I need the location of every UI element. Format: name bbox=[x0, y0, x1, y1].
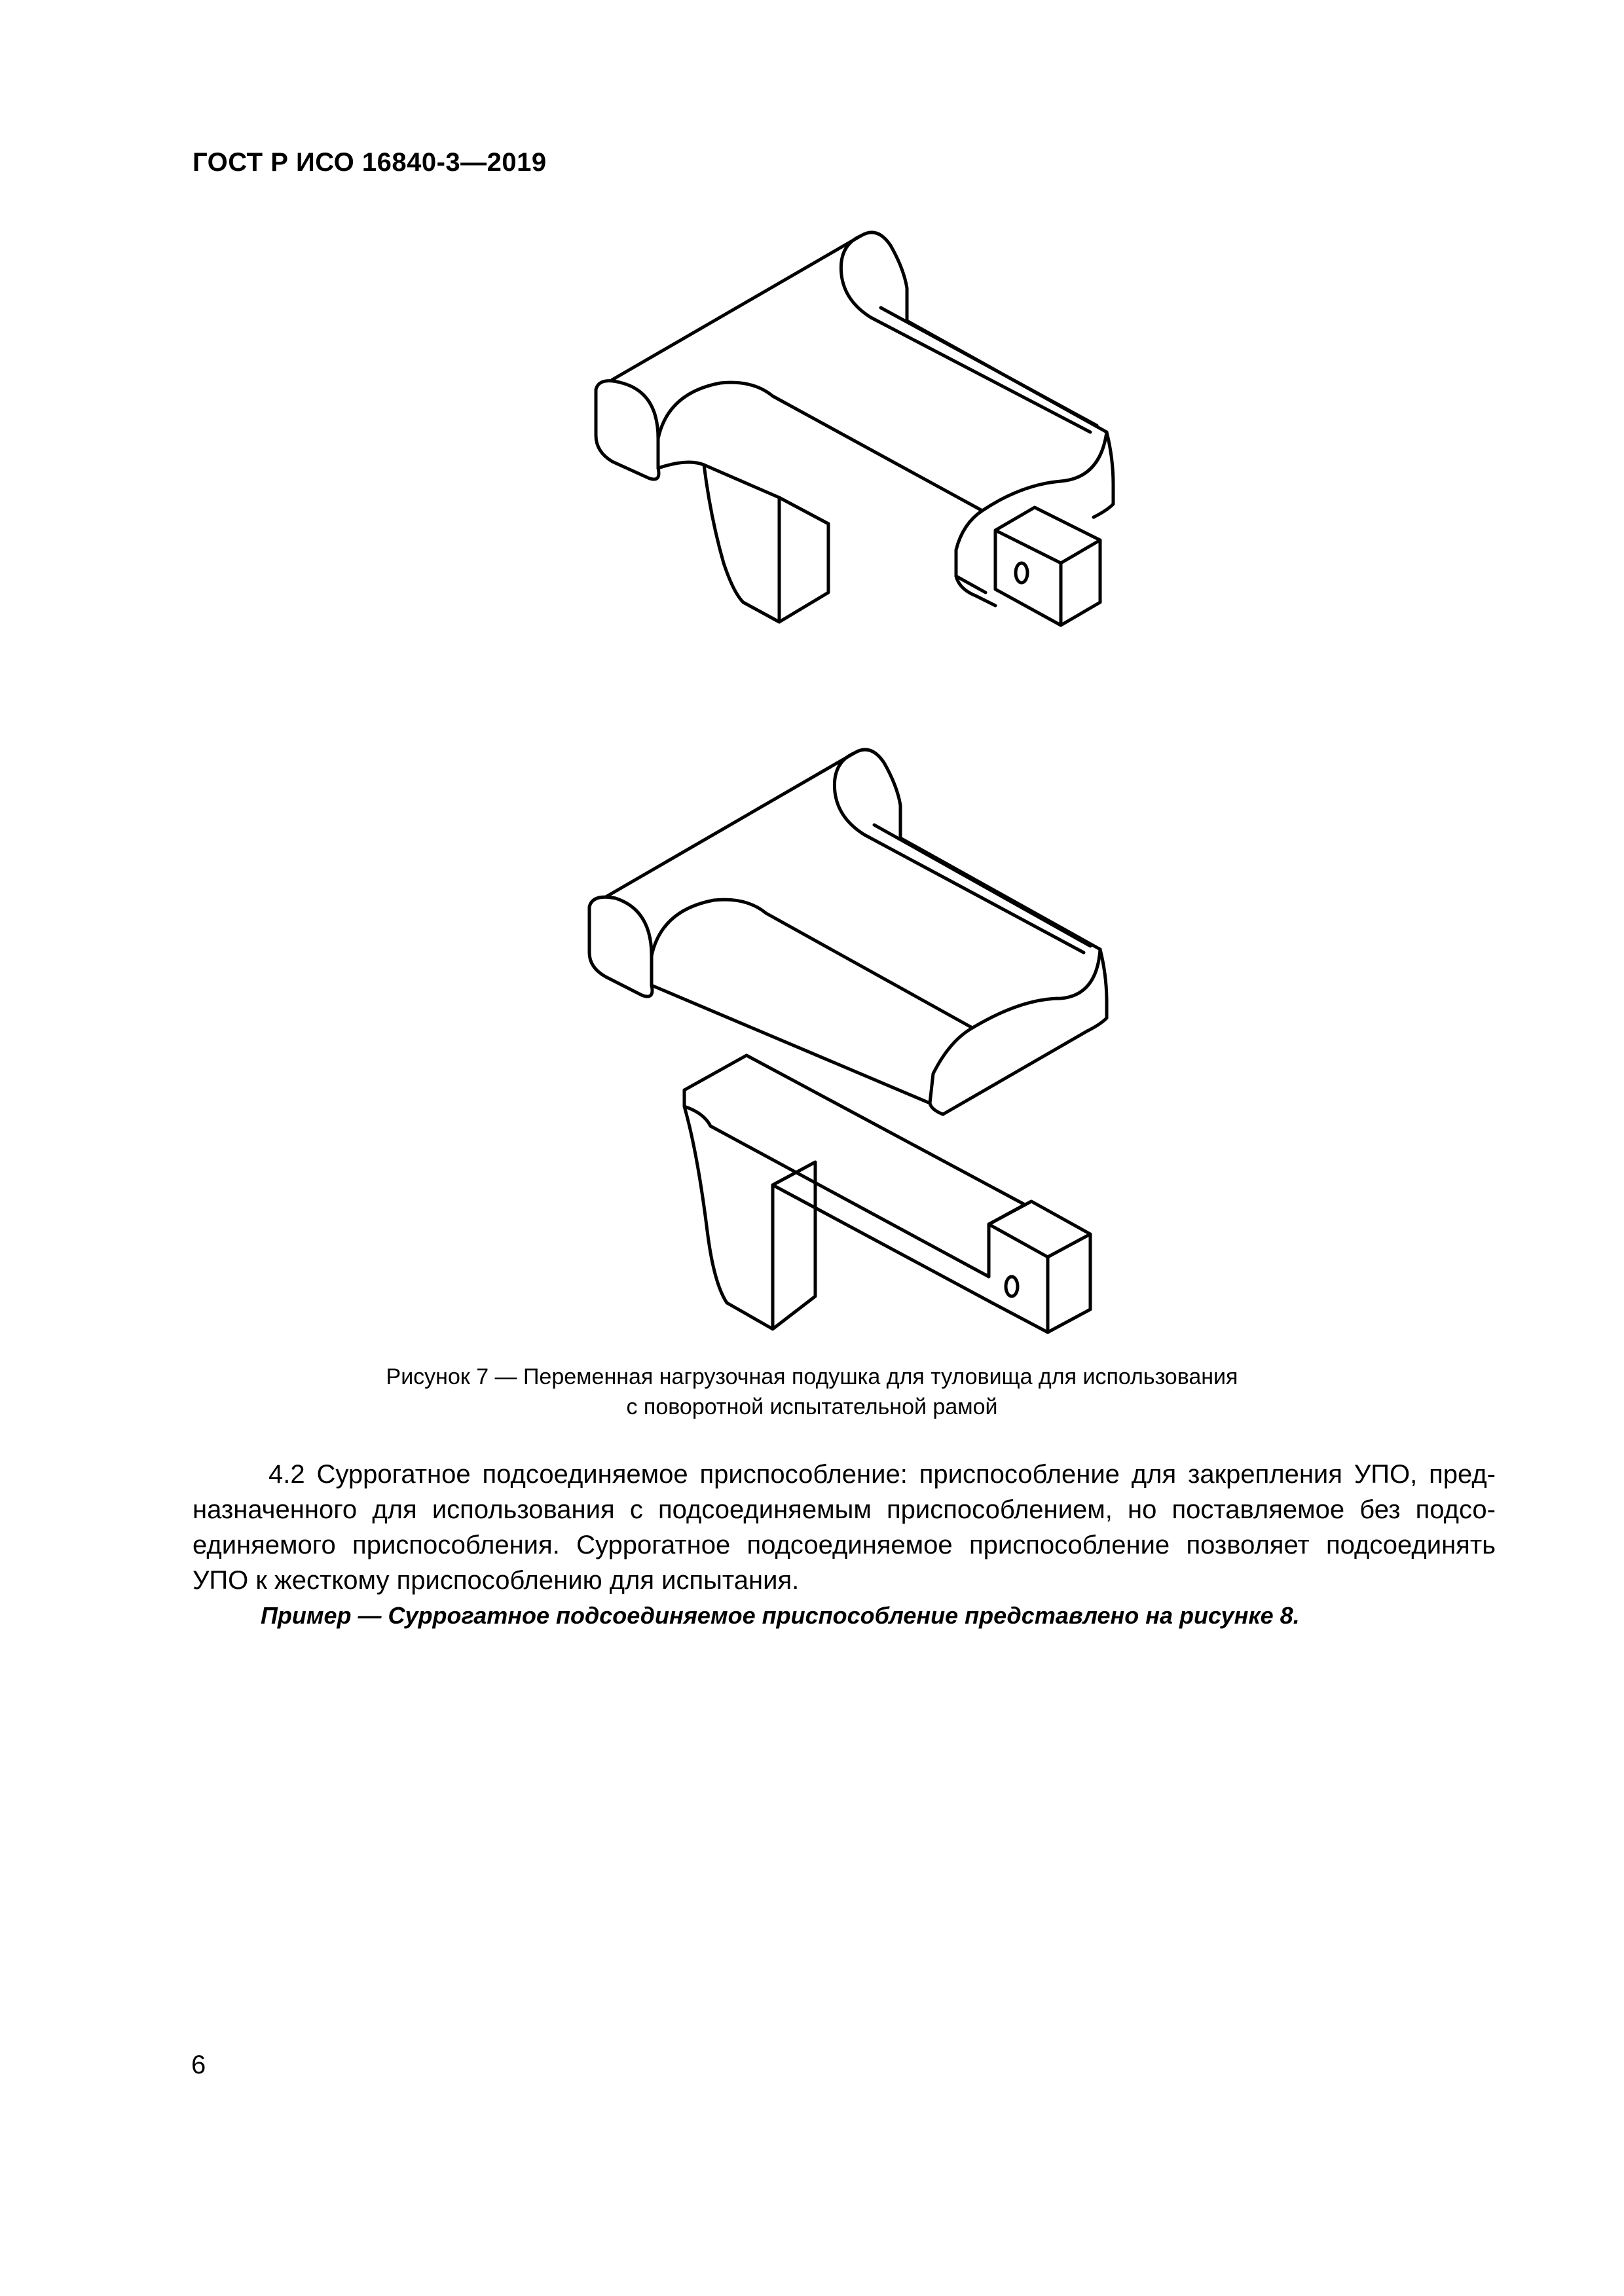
example-note: Пример — Суррогатное подсоединяемое приспособление представлено на рисунке 8. bbox=[261, 1602, 1300, 1629]
separated-frame-drawing bbox=[684, 1055, 1090, 1332]
paragraph-line: единяемого приспособления. Суррогатное подсоединяемое приспособление позволяет подсоединять bbox=[193, 1531, 1496, 1559]
page-number: 6 bbox=[191, 2050, 206, 2079]
caption-line-1: Рисунок 7 — Переменная нагрузочная подушка для туловища для использования bbox=[386, 1364, 1238, 1389]
caption-line-2: с поворотной испытательной рамой bbox=[626, 1394, 998, 1419]
paragraph-line: назначенного для использования с подсоединяемым приспособлением, но поставляемое без подсо- bbox=[193, 1495, 1496, 1524]
assembled-pad-drawing bbox=[596, 232, 1113, 625]
separated-pad-drawing bbox=[589, 750, 1107, 1114]
paragraph-4-2 bbox=[193, 1457, 1496, 1598]
figure-caption bbox=[0, 1362, 1624, 1422]
paragraph-line: УПО к жесткому приспособлению для испытания. bbox=[193, 1566, 800, 1595]
paragraph-line: 4.2 Суррогатное подсоединяемое приспособление: приспособление для закрепления УПО, пред- bbox=[268, 1460, 1496, 1489]
document-header: ГОСТ Р ИСО 16840-3—2019 bbox=[193, 148, 547, 177]
